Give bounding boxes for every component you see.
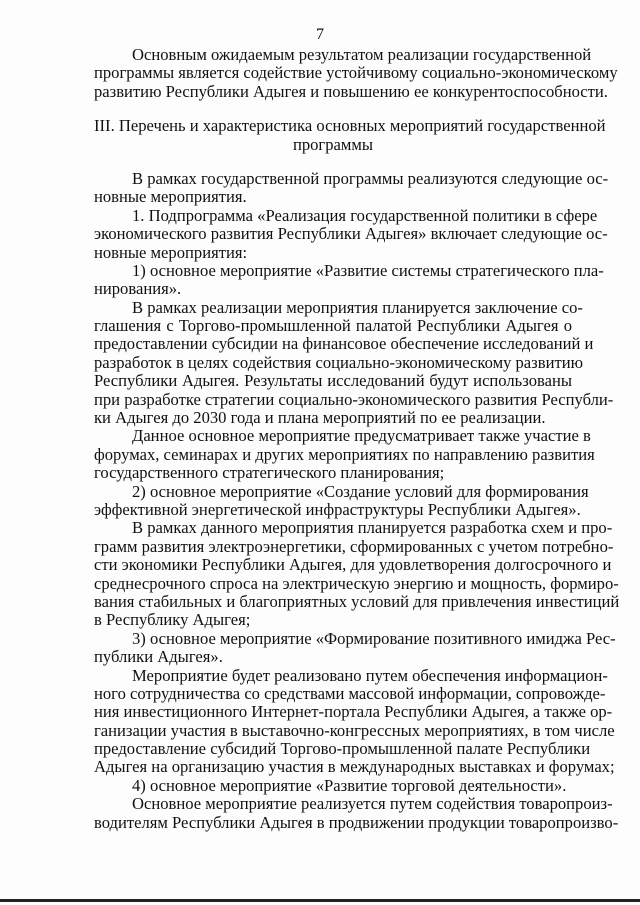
- text-line: 1. Подпрограмма «Реализация государственной политики в сфере: [132, 205, 598, 225]
- text-line: новные мероприятия:: [94, 242, 248, 262]
- text-line: разработок в целях содействия социально-экономическому развитию: [94, 352, 583, 372]
- text-line: ганизации участия в выставочно-конгрессных мероприятиях, в том числе: [94, 720, 615, 740]
- text-line: Республики Адыгея. Результаты исследований будут использованы: [94, 371, 572, 391]
- text-line: при разработке стратегии социально-экономического развития Республи-: [94, 389, 614, 409]
- page-number: 7: [316, 26, 324, 43]
- text-line: Адыгея на организацию участия в международных выставках и форумах;: [94, 757, 615, 777]
- text-line: Мероприятие будет реализовано путем обеспечения информацион-: [132, 665, 608, 685]
- text-line: в Республику Адыгея;: [94, 610, 251, 630]
- text-line: 4) основное мероприятие «Развитие торговой деятельности».: [132, 775, 567, 795]
- text-line: В рамках реализации мероприятия планируется заключение со-: [132, 297, 583, 317]
- text-line: Основным ожидаемым результатом реализации государственной: [132, 45, 592, 64]
- text-line: водителям Республики Адыгея в продвижении продукции товаропроизво-: [94, 812, 619, 832]
- text-line: предоставлении субсидии на финансовое обеспечение исследований и: [94, 334, 594, 354]
- text-line: ного сотрудничества со средствами массовой информации, сопровожде-: [94, 683, 606, 703]
- text-line: грамм развития электроэнергетики, сформированных с учетом потребно-: [94, 536, 614, 556]
- text-line: ния инвестиционного Интернет-портала Республики Адыгея, а также ор-: [94, 702, 613, 722]
- text-line: 2) основное мероприятие «Создание условий для формирования: [132, 481, 589, 501]
- text-line: нирования».: [94, 279, 182, 299]
- text-line: среднесрочного спроса на электрическую энергию и мощность, формиро-: [94, 573, 619, 593]
- text-line: эффективной энергетической инфраструктуры Республики Адыгея».: [94, 499, 581, 519]
- scan-bottom-edge: [0, 899, 640, 902]
- section-heading: III. Перечень и характеристика основных мероприятий государственной: [94, 116, 606, 136]
- text-line: глашения с Торгово-промышленной палатой Республики Адыгея о: [94, 316, 572, 336]
- text-line: Основное мероприятие реализуется путем содействия товаропроиз-: [132, 794, 613, 814]
- text-line: 3) основное мероприятие «Формирование позитивного имиджа Рес-: [132, 628, 616, 648]
- text-line: сти экономики Республики Адыгея, для удовлетворения долгосрочного и: [94, 555, 612, 575]
- text-line: В рамках данного мероприятия планируется разработка схем и про-: [132, 518, 613, 538]
- page-body: [94, 45, 620, 832]
- text-line: публики Адыгея».: [94, 647, 223, 667]
- text-line: 1) основное мероприятие «Развитие системы стратегического пла-: [132, 260, 604, 280]
- text-line: программы является содействие устойчивому социально-экономическому: [94, 63, 618, 83]
- text-line: вания стабильных и благоприятных условий для привлечения инвестиций: [94, 591, 620, 611]
- text-line: развитию Республики Адыгея и повышению ее конкурентоспособности.: [94, 81, 608, 101]
- text-line: В рамках государственной программы реализуются следующие ос-: [132, 168, 609, 188]
- section-heading: программы: [292, 134, 374, 154]
- text-line: Данное основное мероприятие предусматривает также участие в: [132, 426, 591, 446]
- text-line: новные мероприятия.: [94, 187, 247, 207]
- text-line: форумах, семинарах и других мероприятиях по направлению развития: [94, 444, 595, 464]
- text-line: предоставление субсидий Торгово-промышленной палате Республики: [94, 739, 591, 759]
- text-line: экономического развития Республики Адыгея» включает следующие ос-: [94, 224, 608, 244]
- text-line: государственного стратегического планирования;: [94, 463, 445, 483]
- text-line: ки Адыгея до 2030 года и плана мероприятий по ее реализации.: [94, 408, 546, 428]
